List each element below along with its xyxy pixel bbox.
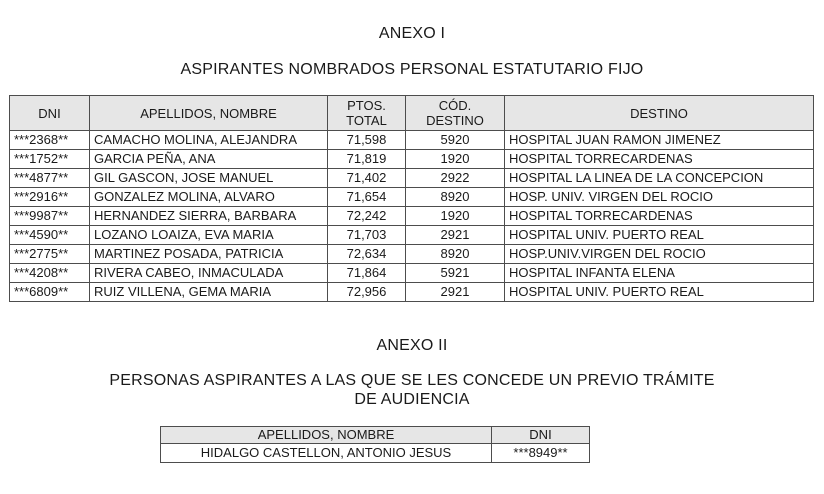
cell-dni: ***6809** [10, 283, 90, 302]
cell-cod: 1920 [406, 207, 505, 226]
anexo-ii-subtitle-line2: DE AUDIENCIA [354, 391, 470, 408]
table-row [10, 226, 814, 245]
table-row [10, 264, 814, 283]
header-ptos-line2: TOTAL [346, 113, 387, 128]
header-dni: DNI [492, 427, 590, 444]
header-destino: DESTINO [505, 96, 814, 131]
cell-destino: HOSPITAL TORRECARDENAS [505, 150, 814, 169]
cell-nombre: RUIZ VILLENA, GEMA MARIA [90, 283, 328, 302]
cell-nombre: CAMACHO MOLINA, ALEJANDRA [90, 131, 328, 150]
cell-destino: HOSP.UNIV.VIRGEN DEL ROCIO [505, 245, 814, 264]
cell-ptos: 72,242 [328, 207, 406, 226]
anexo-ii-subtitle [0, 371, 824, 409]
table-row [10, 188, 814, 207]
cell-cod: 5921 [406, 264, 505, 283]
table-row [161, 444, 590, 463]
header-dni: DNI [10, 96, 90, 131]
cell-dni: ***1752** [10, 150, 90, 169]
table-header-row [161, 427, 590, 444]
audiencia-table-body [161, 444, 590, 463]
header-cod-destino [406, 96, 505, 131]
table-row [10, 207, 814, 226]
cell-dni: ***4208** [10, 264, 90, 283]
table-row [10, 131, 814, 150]
header-ptos-line1: PTOS. [347, 98, 386, 113]
cell-dni: ***9987** [10, 207, 90, 226]
anexo-ii-subtitle-line1: PERSONAS ASPIRANTES A LAS QUE SE LES CONCEDE UN PREVIO TRÁMITE [109, 372, 715, 389]
cell-ptos: 71,819 [328, 150, 406, 169]
cell-ptos: 71,654 [328, 188, 406, 207]
audiencia-table [160, 426, 590, 463]
cell-destino: HOSP. UNIV. VIRGEN DEL ROCIO [505, 188, 814, 207]
cell-ptos: 71,703 [328, 226, 406, 245]
cell-cod: 2922 [406, 169, 505, 188]
cell-dni: ***8949** [492, 444, 590, 463]
cell-nombre: GONZALEZ MOLINA, ALVARO [90, 188, 328, 207]
cell-ptos: 72,634 [328, 245, 406, 264]
cell-dni: ***2916** [10, 188, 90, 207]
cell-cod: 2921 [406, 226, 505, 245]
cell-nombre: GARCIA PEÑA, ANA [90, 150, 328, 169]
cell-destino: HOSPITAL INFANTA ELENA [505, 264, 814, 283]
cell-ptos: 71,402 [328, 169, 406, 188]
cell-destino: HOSPITAL JUAN RAMON JIMENEZ [505, 131, 814, 150]
cell-nombre: LOZANO LOAIZA, EVA MARIA [90, 226, 328, 245]
cell-ptos: 71,598 [328, 131, 406, 150]
table-header-row [10, 96, 814, 131]
table-row [10, 245, 814, 264]
cell-cod: 8920 [406, 188, 505, 207]
cell-cod: 1920 [406, 150, 505, 169]
header-nombre: APELLIDOS, NOMBRE [161, 427, 492, 444]
cell-nombre: RIVERA CABEO, INMACULADA [90, 264, 328, 283]
table-row [10, 150, 814, 169]
table-row [10, 283, 814, 302]
header-ptos-total [328, 96, 406, 131]
nombrados-table-body [10, 131, 814, 302]
cell-destino: HOSPITAL UNIV. PUERTO REAL [505, 226, 814, 245]
cell-ptos: 72,956 [328, 283, 406, 302]
anexo-i-title: ANEXO I [378, 25, 446, 42]
cell-cod: 2921 [406, 283, 505, 302]
cell-destino: HOSPITAL UNIV. PUERTO REAL [505, 283, 814, 302]
cell-nombre: GIL GASCON, JOSE MANUEL [90, 169, 328, 188]
cell-nombre: HERNANDEZ SIERRA, BARBARA [90, 207, 328, 226]
anexo-i-subtitle: ASPIRANTES NOMBRADOS PERSONAL ESTATUTARIO FIJO [180, 61, 644, 78]
cell-cod: 8920 [406, 245, 505, 264]
header-cod-line2: DESTINO [426, 113, 484, 128]
cell-destino: HOSPITAL TORRECARDENAS [505, 207, 814, 226]
cell-dni: ***4590** [10, 226, 90, 245]
cell-dni: ***2368** [10, 131, 90, 150]
nombrados-table [9, 95, 814, 302]
cell-ptos: 71,864 [328, 264, 406, 283]
header-cod-line1: CÓD. [438, 98, 472, 113]
cell-dni: ***2775** [10, 245, 90, 264]
cell-destino: HOSPITAL LA LINEA DE LA CONCEPCION [505, 169, 814, 188]
anexo-ii-title: ANEXO II [376, 337, 448, 354]
cell-dni: ***4877** [10, 169, 90, 188]
cell-nombre: HIDALGO CASTELLON, ANTONIO JESUS [161, 444, 492, 463]
cell-nombre: MARTINEZ POSADA, PATRICIA [90, 245, 328, 264]
table-row [10, 169, 814, 188]
cell-cod: 5920 [406, 131, 505, 150]
header-nombre: APELLIDOS, NOMBRE [90, 96, 328, 131]
